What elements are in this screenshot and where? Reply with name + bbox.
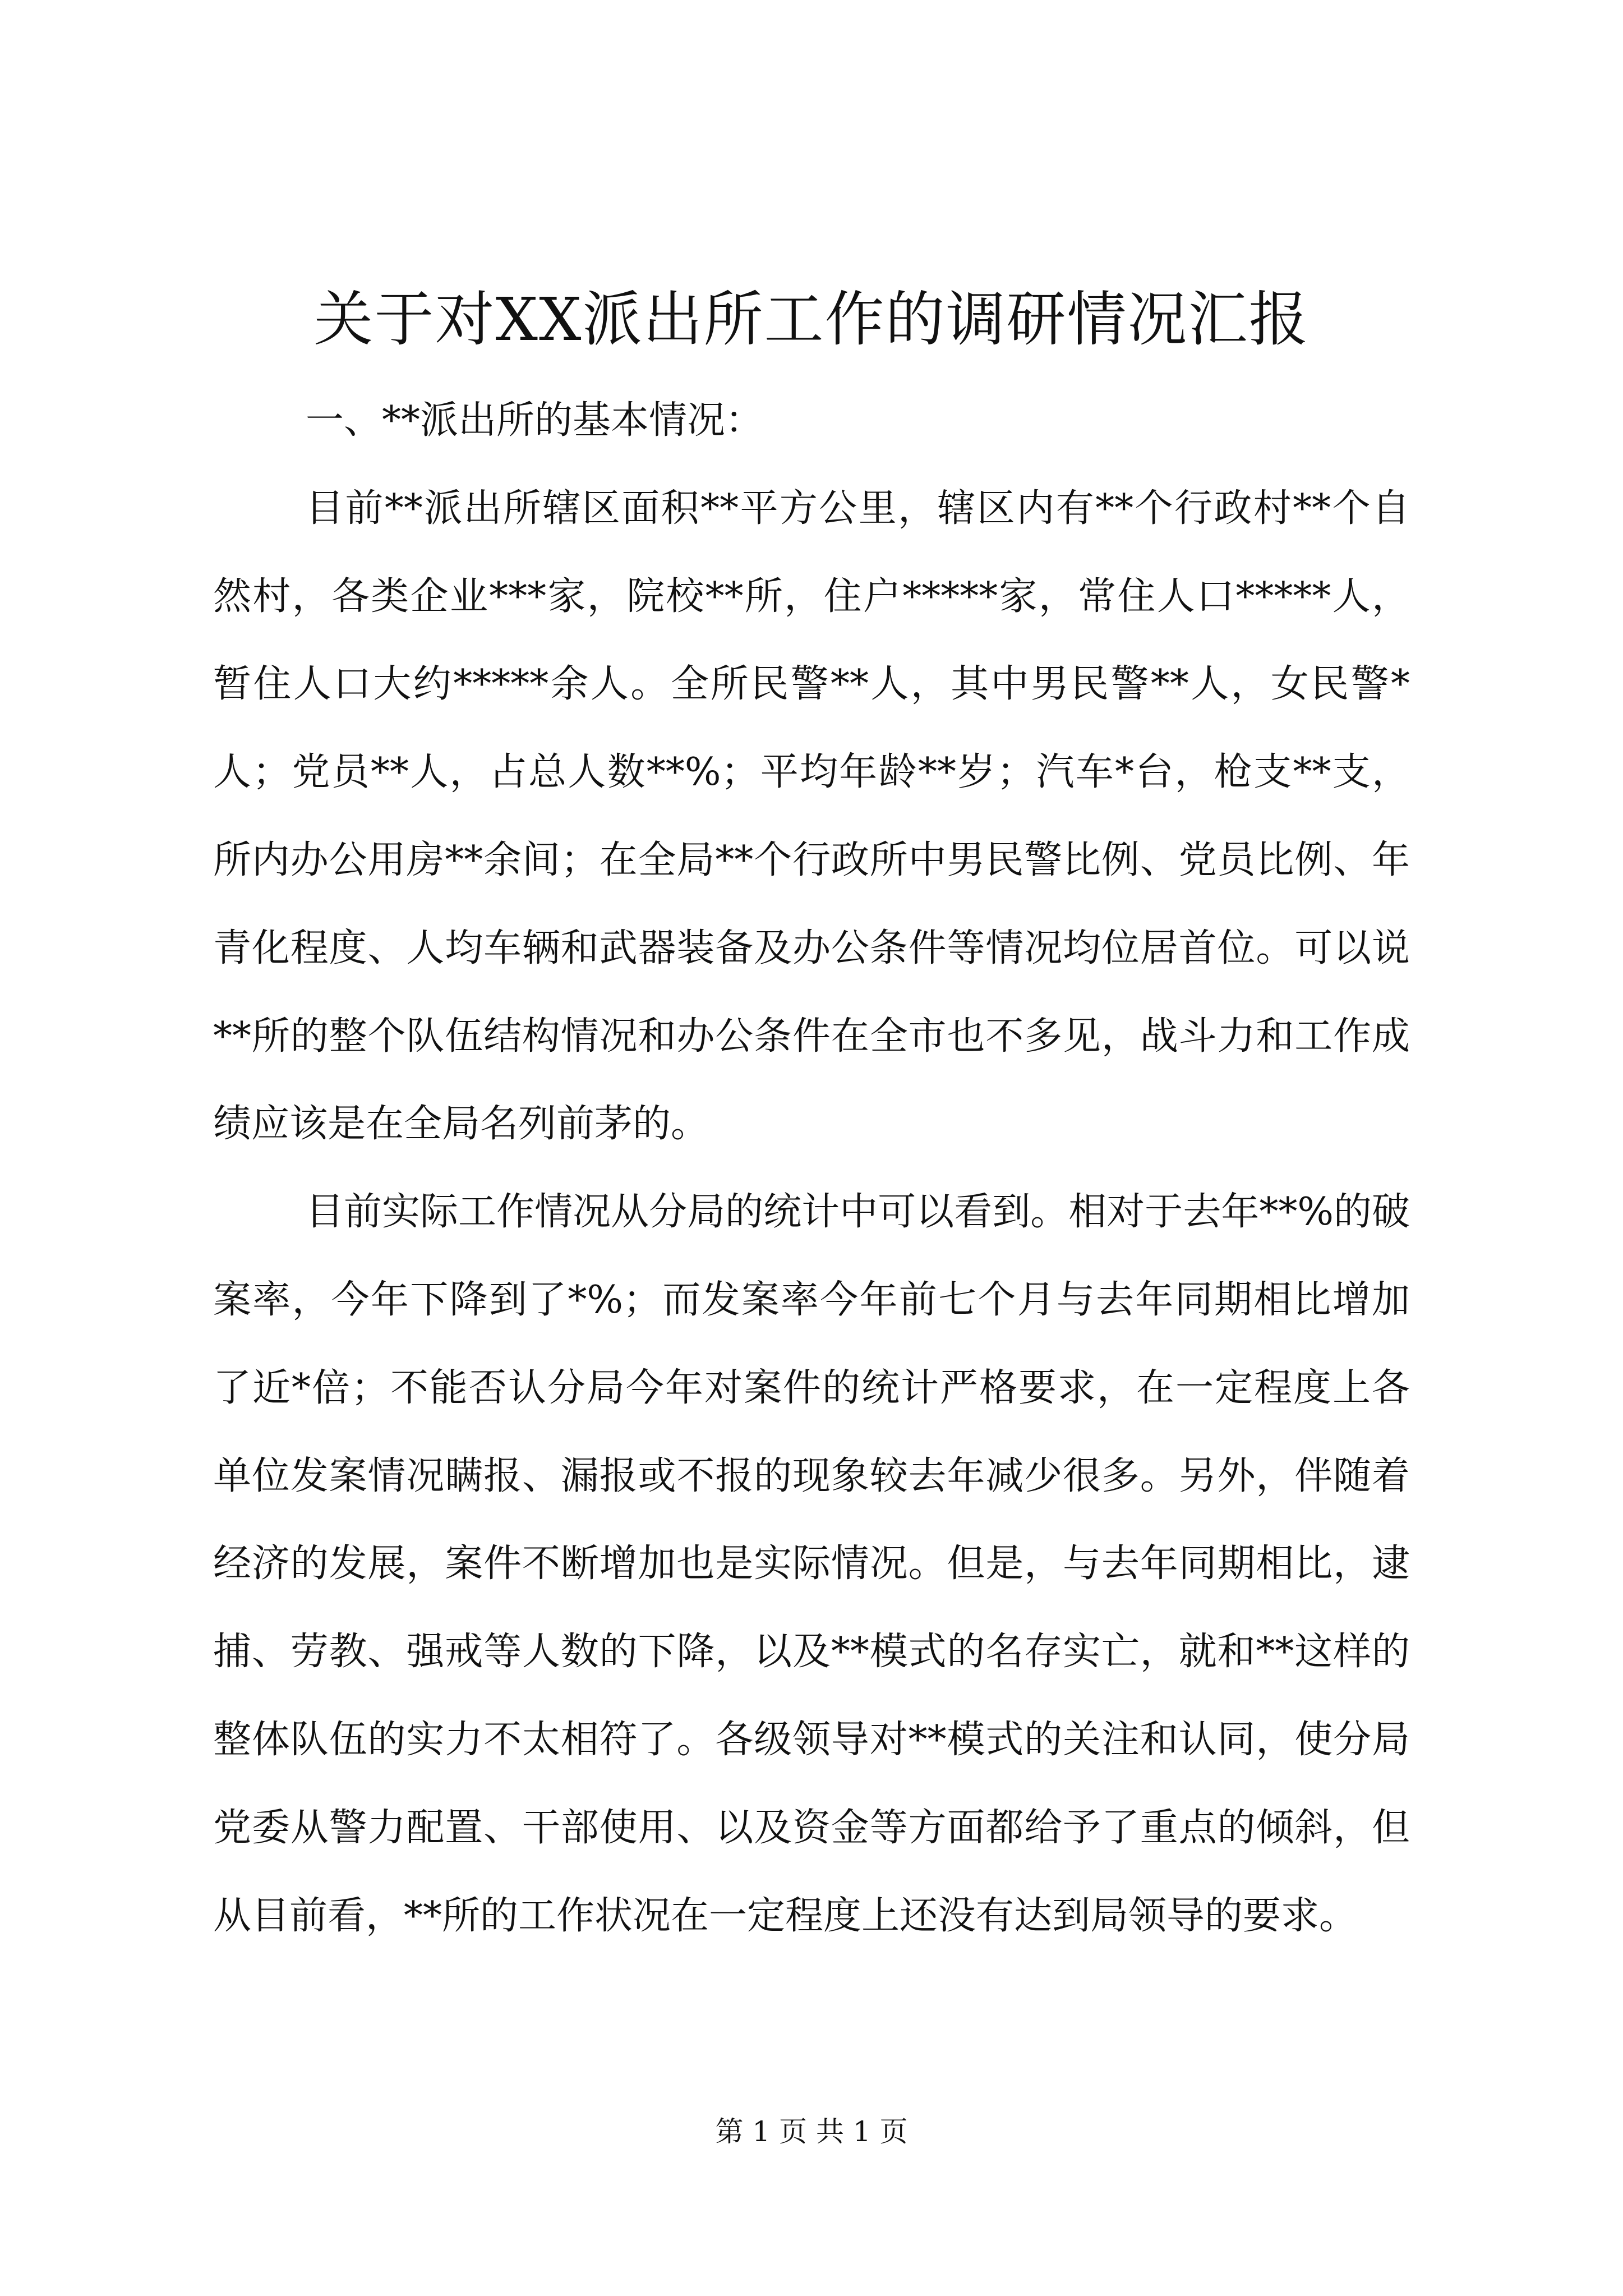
page-footer: 第 1 页 共 1 页 (715, 2115, 908, 2148)
document-body (213, 377, 1410, 1960)
body-paragraph: 目前实际工作情况从分局的统计中可以看到。相对于去年**%的破案率，今年下降到了*%；而发案率今年前七个月与去年同期相比增加了近*倍；不能否认分局今年对案件的统计严格要求，在一定程度上各单位发案情况瞒报、漏报或不报的现象较去年减少很多。另外，伴随着经济的发展，案件不断增加也是实际情况。但是，与去年同期相比，逮捕、劳教、强戒等人数的下降，以及**模式的名存实亡，就和**这样的整体队伍的实力不太相符了。各级领导对**模式的关注和认同，使分局党委从警力配置、干部使用、以及资金等方面都给予了重点的倾斜，但从目前看，**所的工作状况在一定程度上还没有达到局领导的要求。 (213, 1190, 1410, 1938)
document-title: 关于对XX派出所工作的调研情况汇报 (313, 285, 1310, 354)
section-heading: 一、**派出所的基本情况： (306, 398, 764, 443)
body-paragraph: 目前**派出所辖区面积**平方公里，辖区内有**个行政村**个自然村，各类企业***家，院校**所，住户*****家，常住人口*****人，暂住人口大约*****余人。全所民警**人，其中男民警**人，女民警*人；党员**人，占总人数**%；平均年龄**岁；汽车*台，枪支**支，所内办公用房**余间；在全局**个行政所中男民警比例、党员比例、年青化程度、人均车辆和武器装备及办公条件等情况均位居首位。可以说**所的整个队伍结构情况和办公条件在全市也不多见，战斗力和工作成绩应该是在全局名列前茅的。 (213, 486, 1410, 1147)
